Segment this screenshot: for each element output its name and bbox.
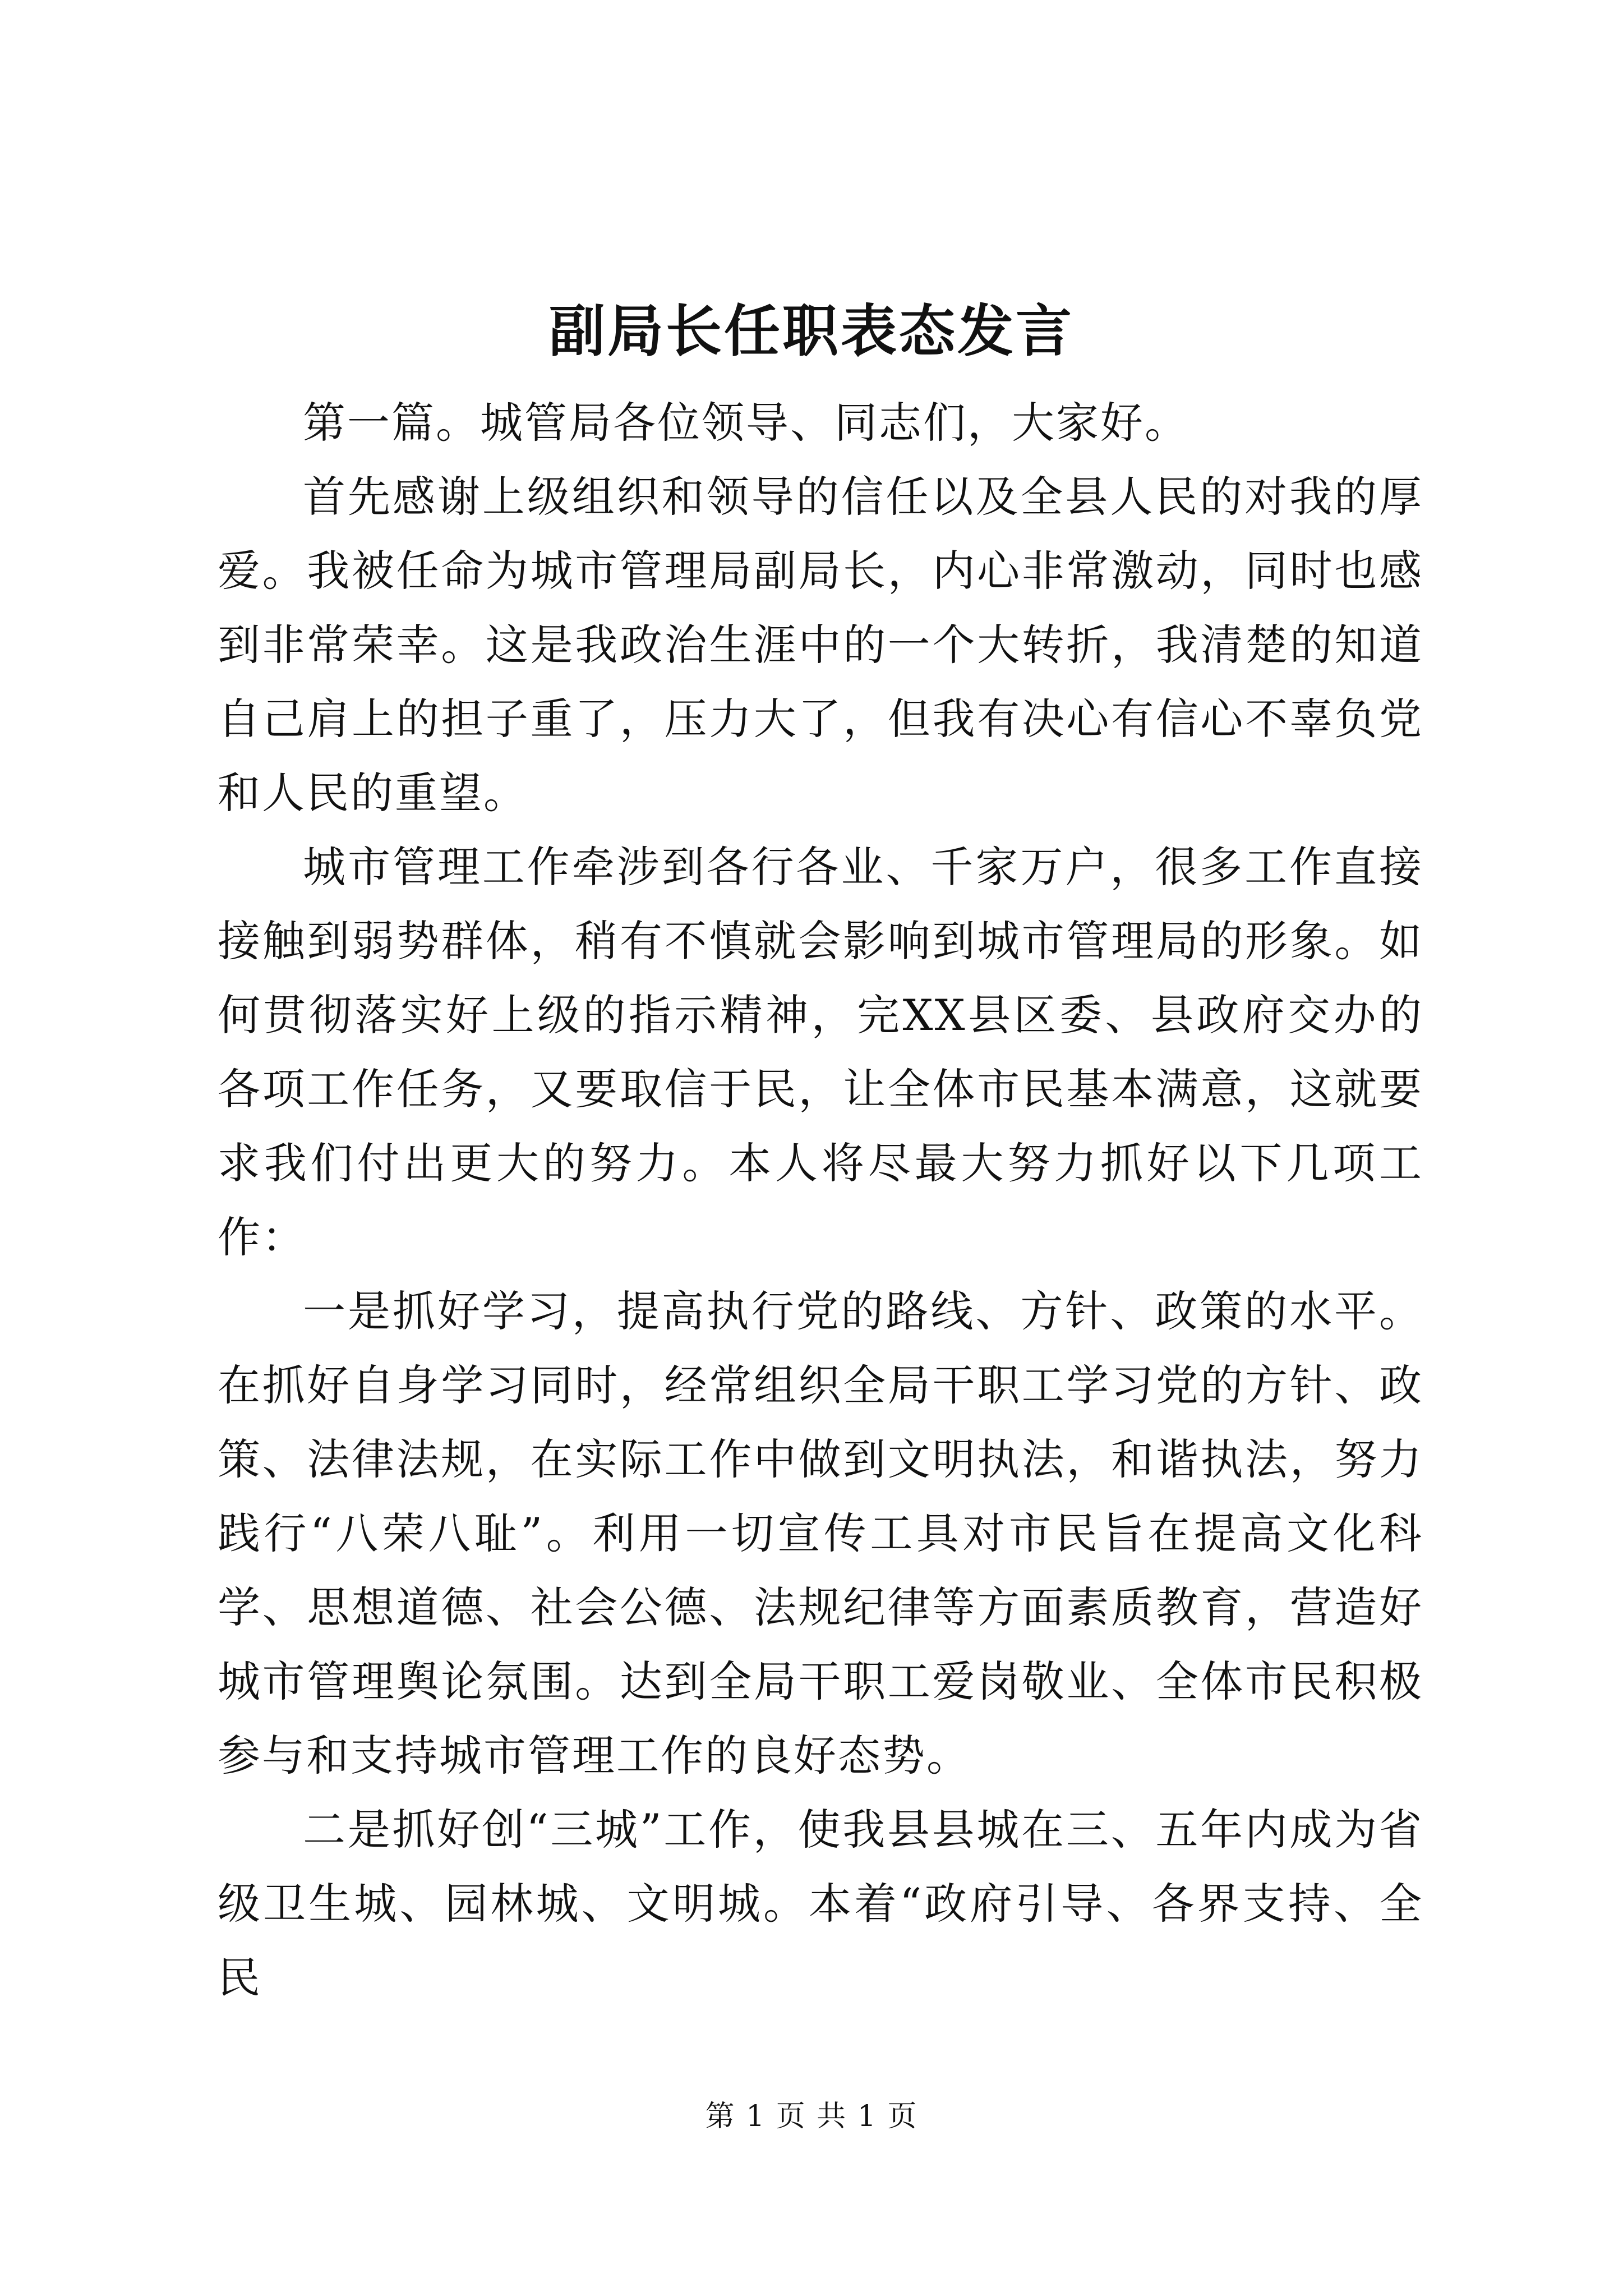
document-title: 副局长任职表态发言	[549, 298, 1074, 364]
paragraph-point-one: 一是抓好学习，提高执行党的路线、方针、政策的水平。在抓好自身学习同时，经常组织全局干职工学习党的方针、政策、法律法规，在实际工作中做到文明执法，和谐执法，努力践行“八荣八耻”。利用一切宣传工具对市民旨在提高文化科学、思想道德、社会公德、法规纪律等方面素质教育，营造好城市管理舆论氛围。达到全局干职工爱岗敬业、全体市民积极参与和支持城市管理工作的良好态势。	[218, 1286, 1423, 1780]
document-body	[218, 386, 1423, 2015]
paragraph-greeting: 第一篇。城管局各位领导、同志们，大家好。	[303, 398, 1189, 448]
paragraph-point-two: 二是抓好创“三城”工作，使我县县城在三、五年内成为省级卫生城、园林城、文明城。本着“政府引导、各界支持、全民	[218, 1805, 1423, 2003]
page-footer: 第 1 页 共 1 页	[705, 2100, 918, 2133]
paragraph-urban-management: 城市管理工作牵涉到各行各业、千家万户，很多工作直接接触到弱势群体，稍有不慎就会影响到城市管理局的形象。如何贯彻落实好上级的指示精神，完XX县区委、县政府交办的各项工作任务，又要取信于民，让全体市民基本满意，这就要求我们付出更大的努力。本人将尽最大努力抓好以下几项工作：	[218, 842, 1423, 1262]
paragraph-thanks: 首先感谢上级组织和领导的信任以及全县人民的对我的厚爱。我被任命为城市管理局副局长，内心非常激动，同时也感到非常荣幸。这是我政治生涯中的一个大转折，我清楚的知道自己肩上的担子重了，压力大了，但我有决心有信心不辜负党和人民的重望。	[218, 472, 1423, 818]
